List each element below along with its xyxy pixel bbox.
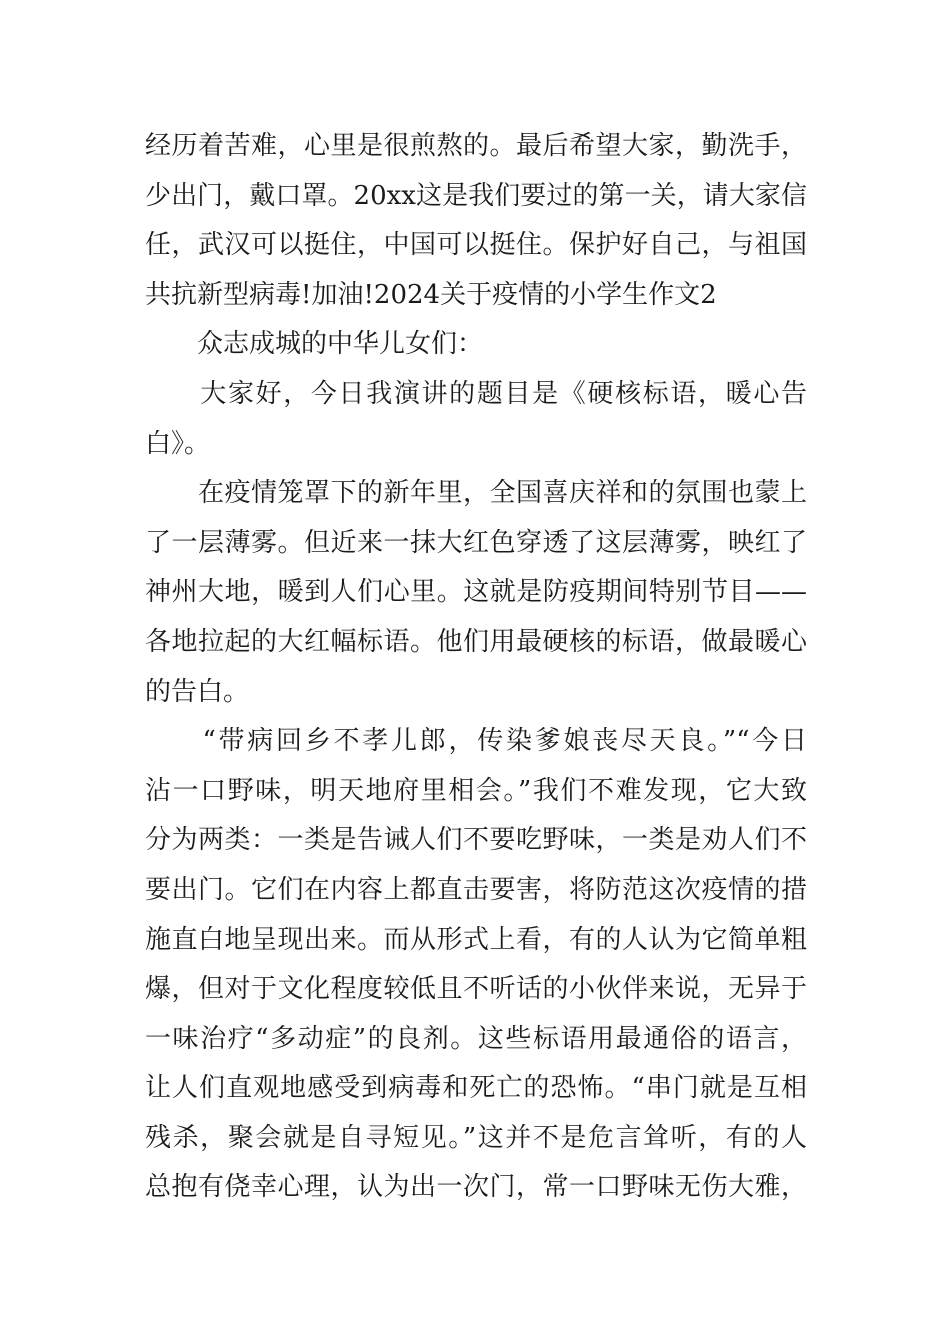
text-line: 施直白地呈现出来。而从形式上看，有的人认为它简单粗 (145, 924, 807, 955)
text-line: 一味治疗“多动症”的良剂。这些标语用最通俗的语言， (145, 1023, 807, 1054)
paragraph (145, 320, 807, 370)
text-line: 少出门，戴口罩。20xx这是我们要过的第一关，请大家信 (145, 180, 807, 211)
paragraph (145, 469, 807, 717)
text-line: 经历着苦难，心里是很煎熬的。最后希望大家，勤洗手， (145, 131, 807, 161)
text-line: 各地拉起的大红幅标语。他们用最硬核的标语，做最暖心 (145, 626, 807, 657)
text-line: 残杀，聚会就是自寻短见。”这并不是危言耸听，有的人 (145, 1122, 807, 1153)
text-line: 大家好，今日我演讲的题目是《硬核标语，暖心告 (145, 378, 807, 409)
text-line: 白》。 (145, 428, 211, 459)
text-line: 沾一口野味，明天地府里相会。”我们不难发现，它大致 (145, 775, 807, 806)
text-line: 让人们直观地感受到病毒和死亡的恐怖。“串门就是互相 (145, 1073, 807, 1104)
text-line: 的告白。 (145, 676, 250, 707)
text-line: 爆，但对于文化程度较低且不听话的小伙伴来说，无异于 (145, 974, 807, 1005)
document-page (145, 122, 807, 1213)
paragraph (145, 370, 807, 469)
paragraph (145, 122, 807, 320)
text-line: 总抱有侥幸心理，认为出一次门，常一口野味无伤大雅， (145, 1172, 807, 1203)
text-line: “带病回乡不孝儿郎，传染爹娘丧尽天良。”“今日 (145, 726, 807, 757)
text-line: 任，武汉可以挺住，中国可以挺住。保护好自己，与祖国 (145, 230, 807, 261)
text-line: 了一层薄雾。但近来一抹大红色穿透了这层薄雾，映红了 (145, 527, 807, 558)
text-line: 在疫情笼罩下的新年里，全国喜庆祥和的氛围也蒙上 (145, 478, 807, 509)
text-line: 神州大地，暖到人们心里。这就是防疫期间特别节目—— (145, 577, 807, 608)
text-line: 分为两类：一类是告诫人们不要吃野味，一类是劝人们不 (145, 825, 807, 856)
text-line: 众志成城的中华儿女们： (145, 329, 484, 360)
paragraph (145, 717, 807, 1213)
text-line: 要出门。它们在内容上都直击要害，将防范这次疫情的措 (145, 874, 807, 905)
text-line: 共抗新型病毒!加油!2024关于疫情的小学生作文2 (145, 279, 717, 310)
